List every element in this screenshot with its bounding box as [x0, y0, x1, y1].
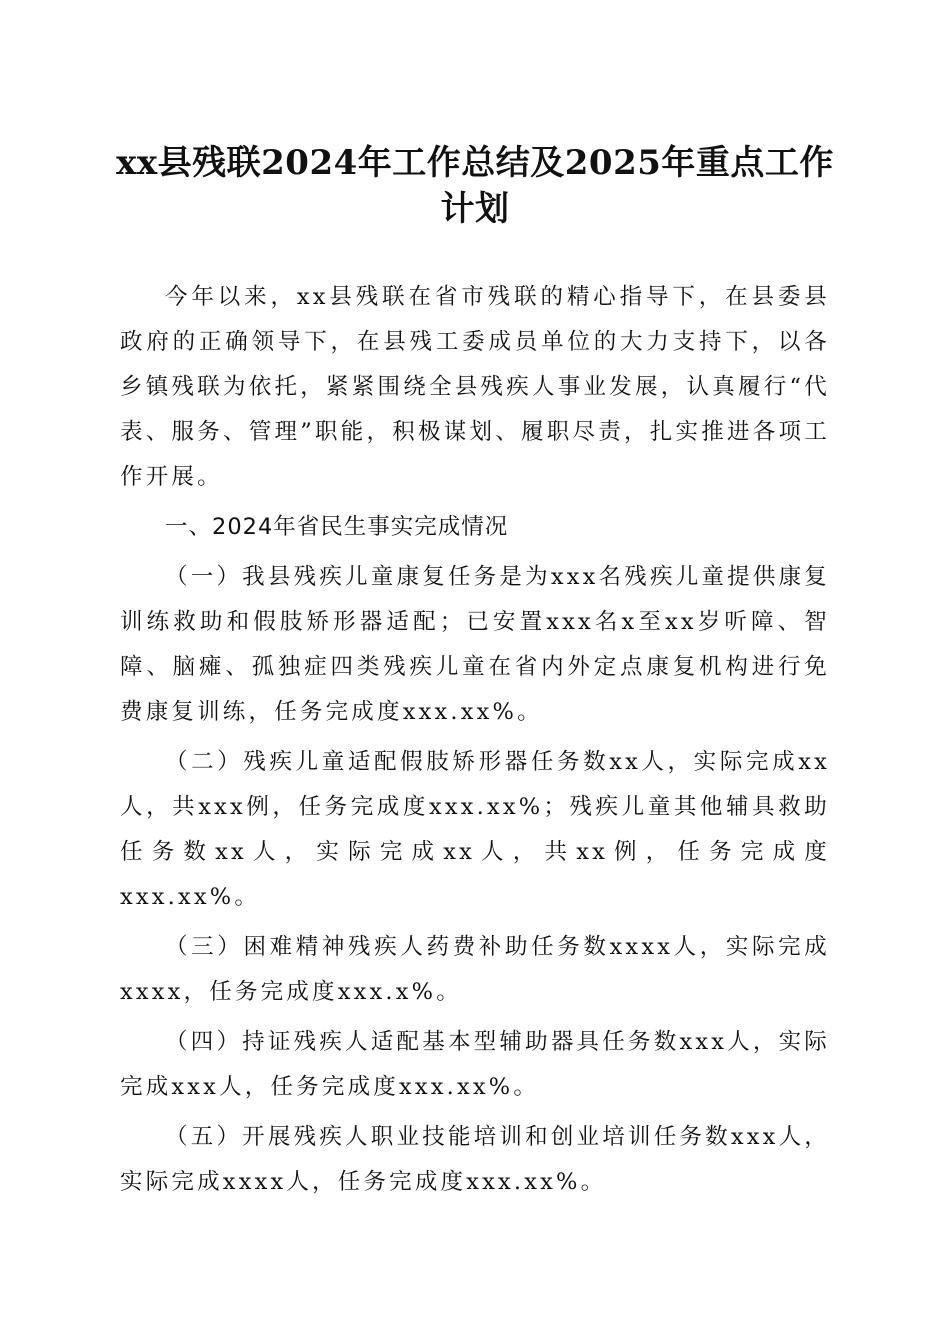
list-item: （一）我县残疾儿童康复任务是为xxx名残疾儿童提供康复训练救助和假肢矫形器适配；已安置xxx名x至xx岁听障、智障、脑瘫、孤独症四类残疾儿童在省内外定点康复机构进行免费康复训练，任务完成度xxx.xx%。 — [120, 564, 830, 725]
document-title: xx县残联2024年工作总结及2025年重点工作计划 — [116, 143, 834, 229]
document-body — [120, 275, 830, 1205]
list-item: （三）困难精神残疾人药费补助任务数xxxx人，实际完成xxxx，任务完成度xxx.x%。 — [120, 934, 830, 1005]
list-item: （二）残疾儿童适配假肢矫形器任务数xx人，实际完成xx人，共xxx例，任务完成度xxx.xx%；残疾儿童其他辅具救助任务数xx人，实际完成xx人，共xx例，任务完成度xxx.xx%。 — [120, 749, 830, 910]
list-item: （四）持证残疾人适配基本型辅助器具任务数xxx人，实际完成xxx人，任务完成度xxx.xx%。 — [120, 1029, 830, 1100]
list-item: （五）开展残疾人职业技能培训和创业培训任务数xxx人，实际完成xxxx人，任务完成度xxx.xx%。 — [120, 1124, 830, 1195]
section-heading: 一、2024年省民生事实完成情况 — [165, 514, 509, 540]
intro-paragraph: 今年以来，xx县残联在省市残联的精心指导下，在县委县政府的正确领导下，在县残工委成员单位的大力支持下，以各乡镇残联为依托，紧紧围绕全县残疾人事业发展，认真履行“代表、服务、管理”职能，积极谋划、履职尽责，扎实推进各项工作开展。 — [120, 284, 830, 490]
